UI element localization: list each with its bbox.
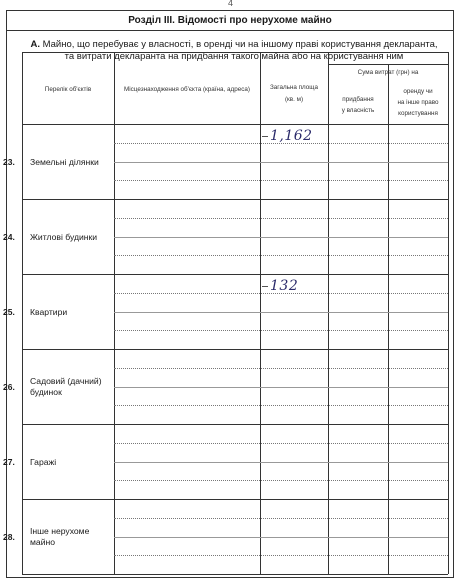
header-bottom-border [22, 124, 448, 125]
header-acquisition-line-2: у власність [341, 107, 375, 114]
page-number: 4 [228, 0, 234, 8]
row-number: 23. [3, 156, 15, 167]
row-label [30, 457, 120, 468]
header-area [260, 84, 328, 104]
header-rent-line-1: оренду чи [403, 88, 433, 95]
header-acquisition-line-1: придбання [342, 96, 374, 103]
column-line [328, 52, 329, 574]
row-subline [114, 180, 448, 181]
header-rent [388, 88, 448, 118]
row-subline [114, 387, 448, 388]
row-border [22, 349, 448, 350]
row-area-handwritten: 132 [270, 278, 299, 294]
row-label [30, 157, 120, 168]
row-label-line: майно [30, 537, 56, 547]
header-area-line-2: (кв. м) [284, 96, 304, 103]
row-border [22, 424, 448, 425]
table-bottom-border [22, 574, 448, 575]
row-subline [114, 237, 448, 238]
row-subline [114, 443, 448, 444]
row-border [22, 274, 448, 275]
header-expenses: Сума витрат (грн) на [357, 69, 419, 76]
row-border [22, 199, 448, 200]
intro-line-1 [21, 39, 447, 51]
section-title: Розділ III. Відомості про нерухоме майно [7, 11, 453, 31]
header-rent-line-3: користування [398, 110, 438, 117]
property-table [3, 52, 448, 574]
row-label [30, 232, 120, 243]
area-dash-mark [262, 286, 268, 287]
row-label-line: Житлові будинки [30, 231, 98, 242]
row-label-line: Земельні ділянки [30, 156, 99, 167]
area-dash-mark [262, 136, 268, 137]
column-line [260, 52, 261, 574]
intro-marker: А. [30, 39, 40, 50]
row-subline [114, 312, 448, 313]
row-label-line: будинок [30, 387, 62, 397]
row-subline [114, 462, 448, 463]
row-area-handwritten: 1,162 [270, 128, 313, 144]
header-area-line-1: Загальна площа [270, 84, 318, 91]
column-line [448, 52, 449, 574]
row-label-line: Інше нерухоме [30, 526, 90, 536]
row-subline [114, 368, 448, 369]
header-acquisition [328, 96, 388, 115]
row-subline [114, 555, 448, 556]
intro-text-1: Майно, що перебуває у власності, в оренді чи на іншому праві користування декларанта, [42, 39, 438, 50]
row-label-line: Садовий (дачний) [30, 376, 102, 386]
row-border [22, 499, 448, 500]
row-number: 24. [3, 231, 15, 242]
row-subline [114, 218, 448, 219]
row-subline [114, 255, 448, 256]
row-label [30, 376, 120, 398]
row-subline [114, 480, 448, 481]
row-number: 27. [3, 456, 15, 467]
column-line [388, 64, 389, 574]
row-label [30, 526, 120, 548]
row-subline [114, 405, 448, 406]
header-location: Місцезнаходження об'єкта (країна, адреса) [124, 86, 250, 93]
row-label-line: Гаражі [30, 456, 57, 467]
table-top-border [22, 52, 448, 53]
row-number: 25. [3, 306, 15, 317]
row-subline [114, 518, 448, 519]
row-subline [114, 162, 448, 163]
intro-line-2: та витрати декларанта на придбання такого майна або на користування ним [64, 50, 404, 62]
row-subline [114, 330, 448, 331]
row-subline [114, 537, 448, 538]
row-label [30, 307, 120, 318]
header-object-list: Перелік об'єктів [44, 86, 92, 93]
row-label-line: Квартири [30, 306, 68, 317]
row-number: 26. [3, 381, 15, 392]
header-rent-line-2: на інше право [397, 99, 439, 106]
column-line [22, 52, 23, 574]
row-number: 28. [3, 531, 15, 542]
